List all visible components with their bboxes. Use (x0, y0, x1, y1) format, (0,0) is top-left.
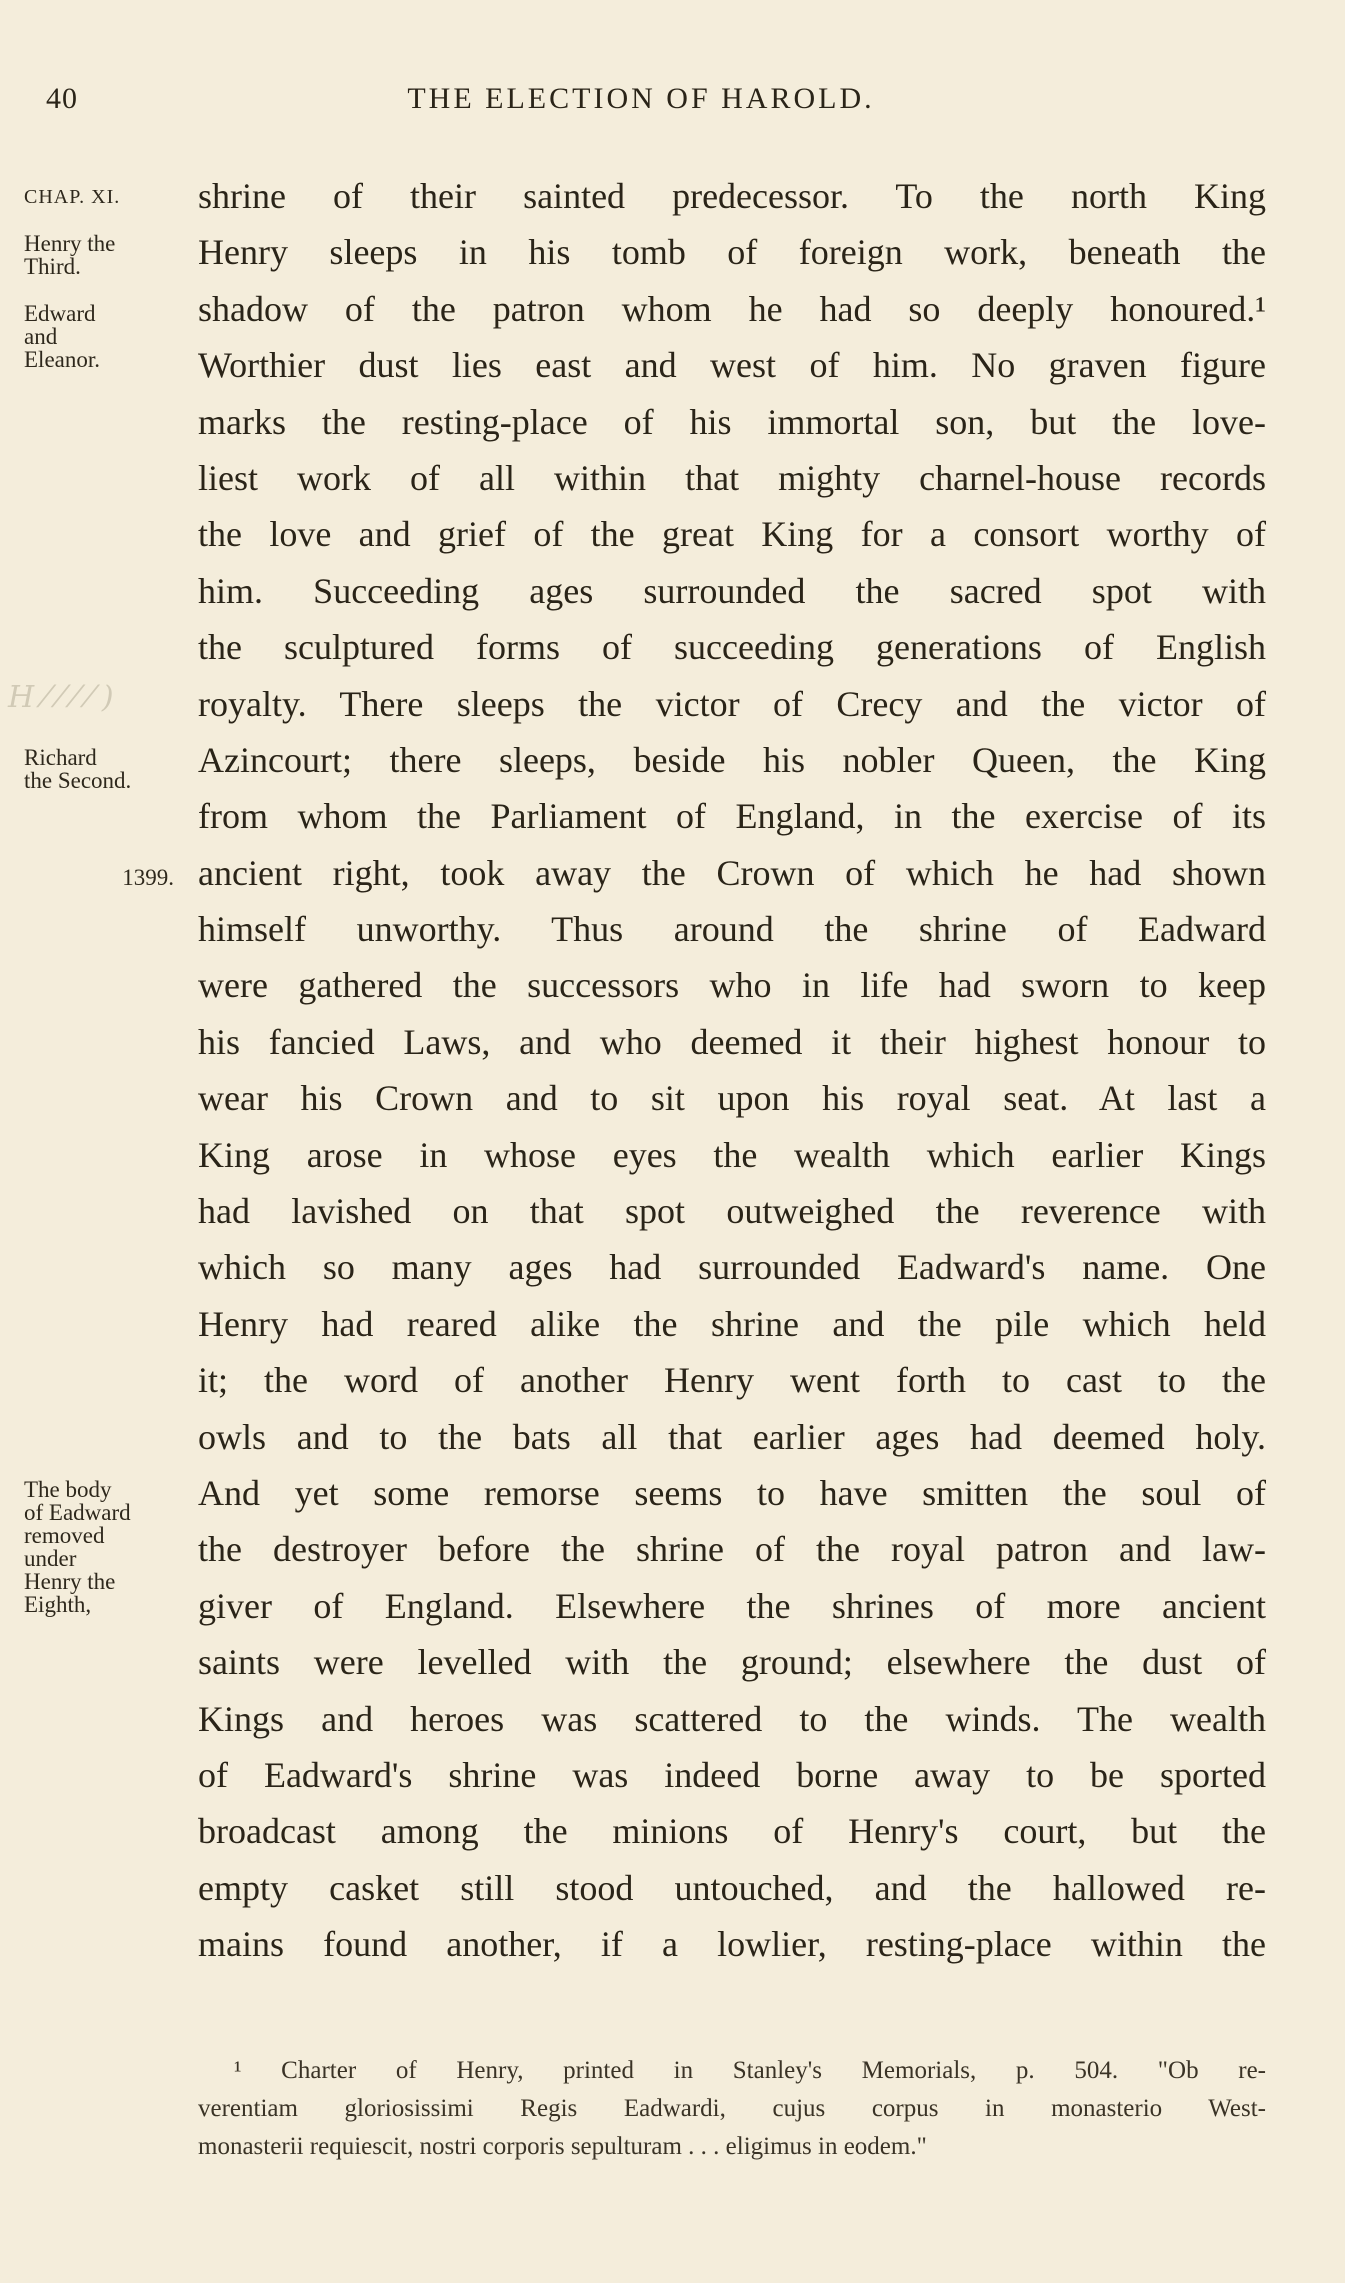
page-number: 40 (46, 82, 78, 115)
text-line: of Eadward's shrine was indeed borne away to be sported (198, 1754, 1266, 1795)
text-line: marks the resting-place of his immortal son, but the love- (198, 401, 1266, 442)
footnote-line: ¹ Charter of Henry, printed in Stanley's Memorials, p. 504. "Ob re- (234, 2057, 1266, 2084)
text-line: mains found another, if a lowlier, resting-place within the (198, 1924, 1266, 1965)
text-line: Worthier dust lies east and west of him. No graven figure (198, 345, 1266, 386)
page-header (26, 82, 1256, 132)
text-line: broadcast among the minions of Henry's court, but the (198, 1811, 1266, 1852)
text-line: were gathered the successors who in life had sworn to keep (198, 965, 1266, 1006)
text-line: shrine of their sainted predecessor. To the north King (198, 176, 1266, 216)
text-line: himself unworthy. Thus around the shrine of Eadward (198, 909, 1266, 950)
text-line: from whom the Parliament of England, in the exercise of its (198, 796, 1266, 837)
margin-note-henry-the-third: Henry the Third. (24, 231, 116, 279)
text-line: owls and to the bats all that earlier ages had deemed holy. (198, 1416, 1266, 1457)
text-line: King arose in whose eyes the wealth which earlier Kings (198, 1134, 1266, 1175)
margin-note-edward-and-eleanor: Edward and Eleanor. (24, 301, 100, 372)
text-line: And yet some remorse seems to have smitten the soul of (198, 1472, 1266, 1513)
footnote-line: monasterii requiescit, nostri corporis sepulturam . . . eligimus in eodem." (198, 2133, 927, 2160)
text-line: which so many ages had surrounded Eadward's name. One (198, 1247, 1266, 1288)
text-line: had lavished on that spot outweighed the reverence with (198, 1191, 1266, 1232)
text-line: saints were levelled with the ground; elsewhere the dust of (198, 1642, 1266, 1683)
footnote-line: verentiam gloriosissimi Regis Eadwardi, cujus corpus in monasterio West- (198, 2095, 1266, 2122)
text-line: Henry had reared alike the shrine and the pile which held (198, 1303, 1266, 1344)
margin-note-year: 1399. (122, 865, 174, 890)
text-line: ancient right, took away the Crown of which he had shown (198, 852, 1266, 893)
text-line: Kings and heroes was scattered to the winds. The wealth (198, 1698, 1266, 1739)
text-line: it; the word of another Henry went forth to cast to the (198, 1360, 1266, 1401)
text-line: Azincourt; there sleeps, beside his nobler Queen, the King (198, 739, 1266, 780)
text-line: liest work of all within that mighty charnel-house records (198, 457, 1266, 498)
main-text (198, 168, 1266, 1973)
text-line: the love and grief of the great King for a consort worthy of (198, 514, 1266, 555)
margin-note-chapter: CHAP. XI. (24, 186, 121, 208)
text-line: royalty. There sleeps the victor of Crecy and the victor of (198, 683, 1266, 724)
margin-note-body-of-eadward: The body of Eadward removed under Henry the Eighth, (24, 1477, 131, 1617)
margin-note-richard-the-second: Richard the Second. (24, 745, 132, 793)
text-line: Henry sleeps in his tomb of foreign work, beneath the (198, 232, 1266, 273)
text-line: the destroyer before the shrine of the royal patron and law- (198, 1529, 1266, 1570)
text-line: shadow of the patron whom he had so deeply honoured.¹ (198, 288, 1266, 329)
text-line: the sculptured forms of succeeding generations of English (198, 627, 1266, 668)
text-line: his fancied Laws, and who deemed it their highest honour to (198, 1021, 1266, 1062)
text-line: empty casket still stood untouched, and the hallowed re- (198, 1867, 1266, 1908)
text-line: giver of England. Elsewhere the shrines of more ancient (198, 1585, 1266, 1626)
pencil-marginalia: H ⁄ ⁄ ⁄ ⁄ ) (8, 680, 114, 715)
running-head: THE ELECTION OF HAROLD. (407, 82, 875, 115)
text-line: wear his Crown and to sit upon his royal seat. At last a (198, 1078, 1266, 1119)
text-line: him. Succeeding ages surrounded the sacred spot with (198, 570, 1266, 611)
footnote (198, 2052, 1266, 2166)
